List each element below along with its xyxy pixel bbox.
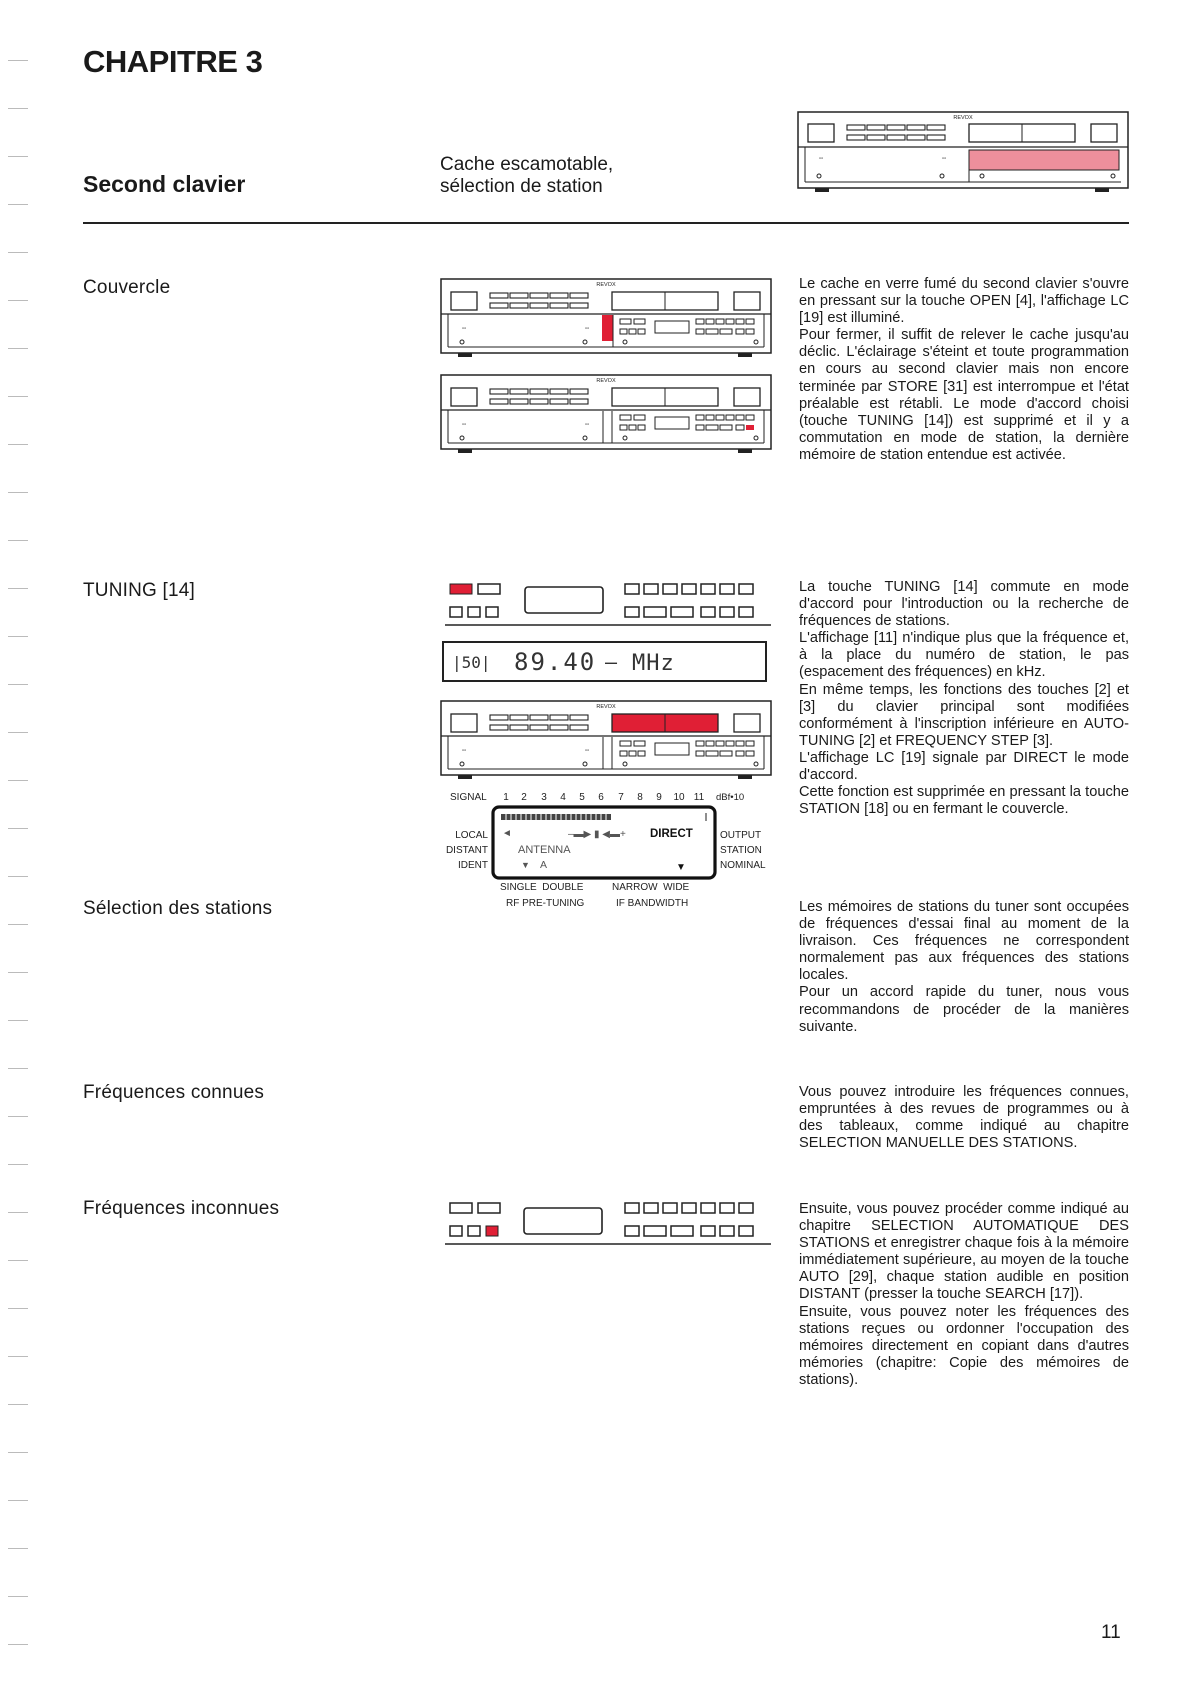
display-dash: – <box>605 650 618 674</box>
unit-readout: MHz <box>632 651 675 676</box>
chapter-title: CHAPITRE 3 <box>83 44 263 79</box>
bottom-label: RF PRE-TUNING <box>506 898 585 909</box>
section-title: Second clavier <box>83 171 246 197</box>
bottom-label: NARROW WIDE <box>612 882 690 893</box>
paragraph-selection <box>799 899 1129 1036</box>
scale-tick: 2 <box>521 792 527 803</box>
store-button-highlight <box>746 425 754 430</box>
page-number: 11 <box>1101 1622 1121 1643</box>
brand-logo: REVOX <box>953 115 973 121</box>
paragraph-line: En même temps, les fonctions des touches [2] et [3] du clavier principal sont modifiées conformément à l'inscription inférieure en AUTO-TUNING [2] et FREQUENCY STEP [3]. <box>799 681 1129 749</box>
paragraph-line: La touche TUNING [14] commute en mode d'accord pour l'introduction ou la recherche de fréquences de stations. <box>799 579 1129 630</box>
row-label-tuning: TUNING [14] <box>83 580 195 601</box>
scale-tick: 1 <box>503 792 509 803</box>
paragraph-line: L'affichage LC [19] signale par DIRECT le mode d'accord. <box>799 749 1129 784</box>
paragraph-line: Les mémoires de stations du tuner sont occupées de fréquences d'essai final au moment de la livraison. Ces fréquences ne correspondent normalement pas aux fréquences des stations locales. <box>799 899 1129 984</box>
tuning-key <box>450 584 472 594</box>
antenna-indicator: ANTENNA <box>518 844 571 856</box>
brand-logo: REVOX <box>596 378 616 384</box>
scale-tick: 5 <box>579 792 585 803</box>
scale-unit: dBf•10 <box>716 792 745 803</box>
brand-logo: REVOX <box>596 282 616 288</box>
side-label: NOMINAL <box>720 860 766 871</box>
down-triangle-icon: ▼ <box>521 860 530 870</box>
tuner-header-illustration <box>797 110 1129 194</box>
scale-tick: 6 <box>598 792 604 803</box>
scale-tick: 11 <box>693 792 705 803</box>
svg-text:▫▫: ▫▫ <box>819 156 824 162</box>
keypad-tuning-illustration <box>445 577 771 627</box>
left-arrow-icon: ◄ <box>502 828 512 839</box>
frequency-readout: 89.40 <box>514 648 597 676</box>
step-readout: |50| <box>452 653 491 672</box>
subtitle-line-1: Cache escamotable, <box>440 154 614 175</box>
scale-tick: 7 <box>618 792 624 803</box>
side-label: IDENT <box>458 860 488 871</box>
signal-label: SIGNAL <box>450 792 487 803</box>
direct-indicator: DIRECT <box>650 828 693 840</box>
paragraph-line: Pour un accord rapide du tuner, nous vous recommandons de procéder de la manières suivante. <box>799 984 1129 1035</box>
paragraph-line: Vous pouvez introduire les fréquences connues, empruntées à des revues de programmes ou à des tableaux, comme indiqué au chapitre SELECTION MANUELLE DES STATIONS. <box>799 1084 1129 1152</box>
paragraph-line: Ensuite, vous pouvez noter les fréquences des stations reçues ou ordonner l'occupation des mémoires directement en copiant dans d'autres mémories (chapitre: Copie des mémoires de stations). <box>799 1303 1129 1388</box>
paragraph-line: L'affichage [11] n'indique plus que la fréquence et, à la place du numéro de station, le pas (espacement des fréquences) en kHz. <box>799 630 1129 681</box>
svg-text:▫▫: ▫▫ <box>585 326 590 332</box>
paragraph-frequences-connues <box>799 1084 1129 1152</box>
keypad-auto-illustration <box>445 1196 771 1246</box>
row-label-selection: Sélection des stations <box>83 898 273 919</box>
svg-text:▫▫: ▫▫ <box>462 326 467 332</box>
section-rule <box>83 222 1129 224</box>
margin-ticks <box>8 60 30 1660</box>
svg-text:▫▫: ▫▫ <box>942 156 947 162</box>
section-subtitle <box>440 154 613 198</box>
paragraph-line: Ensuite, vous pouvez procéder comme indiqué au chapitre SELECTION AUTOMATIQUE DES STATIONS et enregistrer chaque fois à la mémoire immédiatement supérieure, au moyen de la touche AUTO [29], chaque station audible en position DISTANT (presser la touche SEARCH [17]). <box>799 1201 1129 1303</box>
svg-text:▫▫: ▫▫ <box>462 422 467 428</box>
paragraph-line: Le cache en verre fumé du second clavier s'ouvre en pressant sur la touche OPEN [4], l'affichage LC [19] est illuminé. <box>799 276 1129 327</box>
tuner-open-illustration <box>440 277 772 361</box>
tuner-close-illustration <box>440 373 772 457</box>
antenna-sub-indicator: A <box>540 859 548 871</box>
paragraph-frequences-inconnues <box>799 1201 1129 1389</box>
side-label: LOCAL <box>455 830 488 841</box>
frequency-display <box>442 641 768 683</box>
paragraph-couvercle <box>799 276 1129 464</box>
paragraph-tuning <box>799 579 1129 818</box>
subtitle-line-2: sélection de station <box>440 176 603 197</box>
paragraph-line: Cette fonction est supprimée en pressant la touche STATION [18] ou en fermant le couvercle. <box>799 784 1129 818</box>
side-label: DISTANT <box>445 845 488 856</box>
lc-display-panel <box>438 788 774 912</box>
scale-tick: 9 <box>656 792 662 803</box>
paragraph-line: Pour fermer, il suffit de relever le cache jusqu'au déclic. L'éclairage s'éteint et toute programmation en cours au second clavier mais non encore terminée par STORE [31] est interrompue et l'état préalable est rétabli. Le mode d'accord choisi (touche TUNING [14]) est supprimé et il y a commutation en mode de station, la dernière mémoire de station entendue est activée. <box>799 327 1129 463</box>
side-label: OUTPUT <box>720 830 762 841</box>
auto-key <box>486 1226 498 1236</box>
scale-tick: 3 <box>541 792 547 803</box>
svg-text:▫▫: ▫▫ <box>585 422 590 428</box>
svg-text:▫▫: ▫▫ <box>585 748 590 754</box>
scale-tick: 10 <box>673 792 685 803</box>
svg-text:▫▫: ▫▫ <box>462 748 467 754</box>
svg-text:–▬▶ ▮ ◀▬+: –▬▶ ▮ ◀▬+ <box>568 829 626 840</box>
side-label: STATION <box>720 845 762 856</box>
row-label-frequences-connues: Fréquences connues <box>83 1082 265 1103</box>
nominal-triangle-icon: ▼ <box>676 862 686 873</box>
open-button-highlight <box>602 315 613 341</box>
bottom-label: IF BANDWIDTH <box>616 898 689 909</box>
bottom-label: SINGLE DOUBLE <box>500 882 584 893</box>
scale-tick: 8 <box>637 792 643 803</box>
scale-tick: 4 <box>560 792 566 803</box>
row-label-couvercle: Couvercle <box>83 277 171 298</box>
brand-logo: REVOX <box>596 704 616 710</box>
tuner-tuning-illustration <box>440 699 772 783</box>
row-label-frequences-inconnues: Fréquences inconnues <box>83 1198 280 1219</box>
